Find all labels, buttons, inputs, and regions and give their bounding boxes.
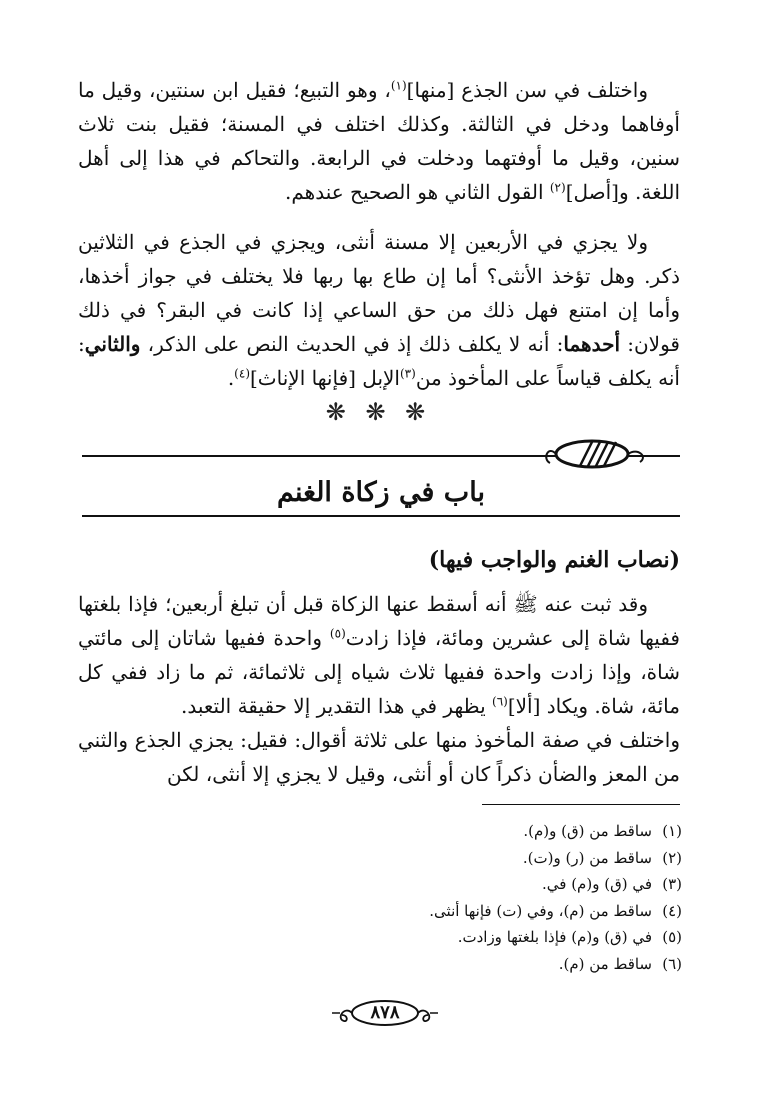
footnote: (٢)ساقط من (ر) و(ت).	[522, 848, 682, 867]
section-heading: (نصاب الغنم والواجب فيها)	[428, 547, 680, 573]
footnote: (١)ساقط من (ق) و(م).	[523, 822, 682, 840]
paragraph-taken-animal: واختلف في صفة المأخوذ منها على ثلاثة أقوال: فقيل: يجزي الجذع والثني من المعز والضأن ذكراً كان أو أنثى، وقيل لا يجزي إلا أنثى، لكن	[78, 728, 680, 786]
body-text	[78, 587, 680, 791]
section-separator: ❋ ❋ ❋	[325, 398, 432, 426]
footnote: (٣)في (ق) و(م) في.	[542, 875, 682, 893]
footnotes	[300, 818, 682, 977]
footnote-ref-6: (٦)	[492, 694, 508, 709]
first-opinion-label: أحدهما	[563, 332, 621, 356]
paragraph-cattle-female: ولا يجزي في الأربعين إلا مسنة أنثى، ويجزي في الجذع في الثلاثين ذكر. وهل تؤخذ الأنثى؟ أما إن طاع بها ربها فلا يختلف في جواز أخذها، وأما إن امتنع فهل ذلك من حق الساعي إذا كانت في البقر؟ في ذلك قولان: أحدهما: أنه لا يكلف ذلك إذ في الحديث النص على الذكر، والثاني: أنه يكلف قياساً على المأخوذ من$^{(٣)}$الإبل [فإنها الإناث]$^{(٤)}$.	[78, 230, 680, 390]
paragraph-jadha-age: واختلف في سن الجذع [منها]$^{(١)}$، وهو التبيع؛ فقيل ابن سنتين، وقيل ما أوفاهما ودخل في الثالثة. وكذلك اختلف في المسنة؛ فقيل بنت ثلاث سنين، وقيل ما أوفتهما ودخلت في الرابعة. والتحاكم في هذا إلى أهل اللغة. و[أصل]$^{(٢)}$ القول الثاني هو الصحيح عندهم.	[78, 78, 680, 204]
page-number: ٨٧٨	[330, 997, 440, 1029]
ornament-icon	[540, 433, 680, 473]
second-opinion-label: والثاني	[84, 332, 141, 356]
footnote: (٤)ساقط من (م)، وفي (ت) فإنها أنثى.	[429, 901, 682, 920]
footnote-divider	[482, 804, 680, 805]
footnote-ref-1: (١)	[390, 78, 407, 93]
chapter-bottom-rule	[82, 515, 680, 517]
footnote-ref-3: (٣)	[399, 366, 416, 381]
footnote-ref-2: (٢)	[549, 180, 566, 195]
footnote: (٦)ساقط من (م).	[558, 954, 682, 973]
chapter-title: باب في زكاة الغنم	[277, 477, 485, 508]
footnote-ref-5: (٥)	[329, 626, 346, 641]
footnote-ref-4: (٤)	[234, 366, 250, 381]
top-text	[78, 73, 680, 395]
footnote: (٥)في (ق) و(م) فإذا بلغتها وزادت.	[457, 928, 682, 946]
paragraph-sheep-nisab: وقد ثبت عنه ﷺ أنه أسقط عنها الزكاة قبل أن تبلغ أربعين؛ فإذا بلغتها ففيها شاة إلى عشرين ومائة، فإذا زادت$^{(٥)}$ واحدة ففيها شاتان إلى مائتي شاة، وإذا زادت واحدة ففيها ثلاث شياه إلى ثلاثمائة، ثم ما زاد ففي كل مائة، شاة. ويكاد [ألا]$^{(٦)}$ يظهر في هذا التقدير إلا حقيقة التعبد.	[78, 592, 680, 718]
